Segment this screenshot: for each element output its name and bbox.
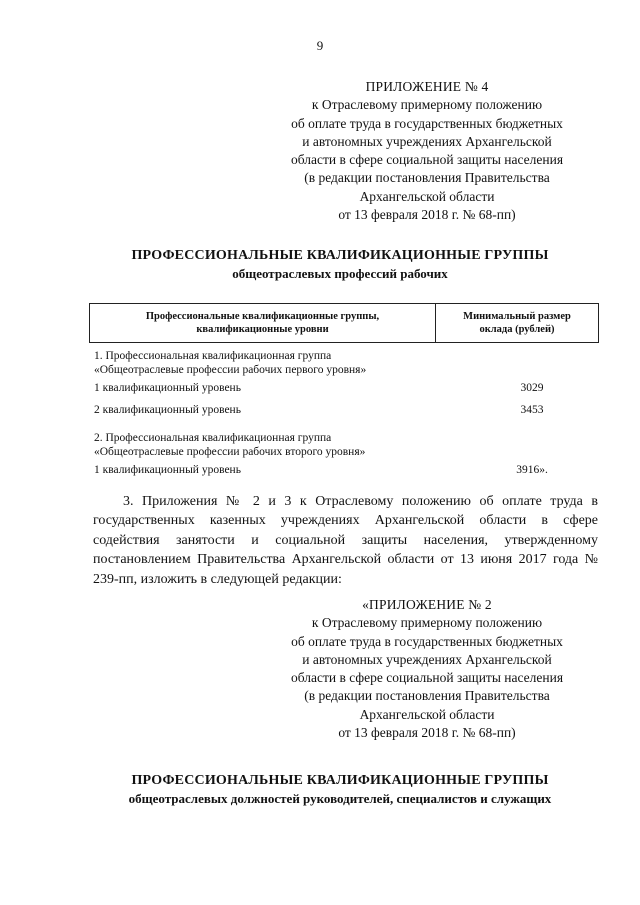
appendix-line: (в редакции постановления Правительства (304, 170, 550, 186)
appendix-line: об оплате труда в государственных бюджетных (291, 115, 563, 131)
appendix-line: об оплате труда в государственных бюджетных (291, 633, 563, 649)
table-group (89, 349, 599, 421)
section-title-line: ПРОФЕССИОНАЛЬНЫЕ КВАЛИФИКАЦИОННЫЕ ГРУППЫ (131, 773, 549, 788)
header-cell-text: оклада (рублей) (479, 324, 555, 335)
page-number: 9 (316, 38, 324, 53)
appendix-line: (в редакции постановления Правительства (304, 688, 550, 704)
appendix-title: «ПРИЛОЖЕНИЕ № 2 (362, 597, 492, 612)
appendix-line: Архангельской области (359, 706, 495, 722)
level-salary: 3916». (516, 464, 548, 476)
header-salary-column (436, 304, 598, 342)
appendix-title: ПРИЛОЖЕНИЕ № 4 (365, 79, 489, 94)
appendix-2-header (262, 596, 592, 742)
paragraph-text: 3. Приложения № 2 и 3 к Отраслевому положению об оплате труда в государственных казенных учреждениях Архангельской области в сфере содействия занятости и социальной защиты населения, утвержденному постановлением Правительства Архангельской области от 13 июня 2017 года № 239-пп, изложить в следующей редакции: (93, 494, 598, 587)
appendix-line: области в сфере социальной защиты населения (290, 152, 564, 168)
header-cell-text: Минимальный размер (463, 311, 571, 322)
header-cell-text: квалификационные уровни (196, 324, 329, 335)
section-subtitle-line: общеотраслевых профессий рабочих (232, 266, 448, 281)
section-title-line: ПРОФЕССИОНАЛЬНЫЕ КВАЛИФИКАЦИОННЫЕ ГРУППЫ (131, 248, 549, 263)
table-group (89, 431, 599, 481)
appendix-line: от 13 февраля 2018 г. № 68-пп) (338, 725, 516, 741)
appendix-line: к Отраслевому примерному положению (311, 97, 543, 113)
appendix-line: и автономных учреждениях Архангельской (302, 651, 552, 667)
section-title-managers (40, 772, 640, 808)
table-body (89, 349, 599, 481)
appendix-line: Архангельской области (359, 188, 495, 204)
header-cell-text: Профессиональные квалификационные группы, (145, 311, 380, 322)
body-paragraph (93, 492, 598, 589)
section-subtitle-line: общеотраслевых должностей руководителей, специалистов и служащих (128, 791, 552, 806)
level-name: 1 квалификационный уровень (94, 464, 241, 476)
table-row (89, 399, 599, 421)
level-salary: 3453 (520, 404, 544, 416)
group-name: «Общеотраслевые профессии рабочих второго уровня» (94, 446, 366, 458)
level-name: 1 квалификационный уровень (94, 382, 241, 394)
appendix-line: к Отраслевому примерному положению (311, 615, 543, 631)
appendix-4-header (262, 78, 592, 224)
section-title-workers (40, 247, 640, 283)
group-name: 2. Профессиональная квалификационная группа (94, 432, 332, 444)
group-name: 1. Профессиональная квалификационная группа (94, 350, 332, 362)
table-row (89, 459, 599, 481)
level-name: 2 квалификационный уровень (94, 404, 241, 416)
table-header (89, 303, 599, 343)
level-salary: 3029 (520, 382, 544, 394)
qualification-table (89, 303, 599, 481)
appendix-line: и автономных учреждениях Архангельской (302, 133, 552, 149)
appendix-line: области в сфере социальной защиты населения (290, 670, 564, 686)
table-row (89, 377, 599, 399)
appendix-line: от 13 февраля 2018 г. № 68-пп) (338, 207, 516, 223)
group-name: «Общеотраслевые профессии рабочих первого уровня» (94, 364, 367, 376)
header-groups-column (90, 304, 436, 342)
